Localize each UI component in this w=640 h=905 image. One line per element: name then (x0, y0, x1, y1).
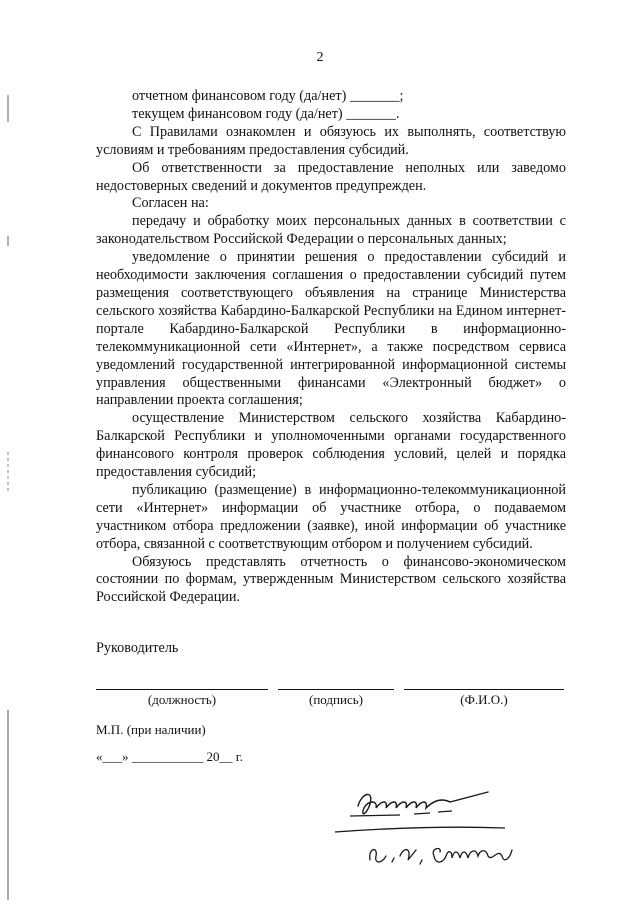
paragraph-reporting-obligation: Обязуюсь представлять отчетность о финансово-экономическом состоянии по формам, утвержденным Министерством сельского хозяйства Российской Федерации. (96, 553, 566, 606)
signatory-heading: Руководитель (96, 640, 179, 656)
signature-caption: (подпись) (309, 692, 363, 707)
paragraph-control-checks: осуществление Министерством сельского хозяйства Кабардино-Балкарской Республики и уполномоченными органами государственного финансового контроля проверок соблюдения условий, целей и порядка предоставления субсидий; (96, 410, 566, 481)
handwritten-signature (330, 778, 530, 878)
paragraph-reporting-year: отчетном финансовом году (да/нет) _______; (132, 88, 404, 104)
paragraph-responsibility: Об ответственности за предоставление неполных или заведомо недостоверных сведений и документов предупрежден. (96, 159, 566, 194)
paragraph-notification: уведомление о принятии решения о предоставлении субсидий и необходимости заключения соглашения о предоставлении субсидий путем размещения соответствующего объявления на странице Министерства сельского хозяйства Кабардино-Балкарской Республики на Едином интернет-портале Кабардино-Балкарской Республики в информационно-телекоммуникационной сети «Интернет», а также посредством сервиса уведомлений государственной интегрированной информационной системы управления общественными финансами «Электронный бюджет» о направлении проекта соглашения; (96, 249, 566, 409)
name-caption: (Ф.И.О.) (460, 692, 508, 707)
name-line (404, 689, 564, 690)
document-body (96, 88, 566, 607)
paragraph-consent-heading: Согласен на: (132, 195, 209, 212)
position-caption: (должность) (147, 692, 217, 707)
signature-line (278, 689, 394, 690)
position-line (96, 689, 268, 690)
paragraph-publication: публикацию (размещение) в информационно-телекоммуникационной сети «Интернет» информации об участнике отбора, о подаваемом участником отбора предложении (заявке), иной информации об участнике отбора, связанной с соответствующим отбором и получением субсидий. (96, 481, 566, 552)
date-line: «___» ___________ 20__ г. (96, 749, 243, 764)
seal-note: М.П. (при наличии) (96, 722, 206, 737)
paragraph-personal-data: передачу и обработку моих персональных данных в соответствии с законодательством Российской Федерации о персональных данных; (96, 213, 566, 248)
paragraph-rules-acknowledgement: С Правилами ознакомлен и обязуюсь их выполнять, соответствую условиям и требованиям предоставления субсидий. (96, 123, 566, 158)
paragraph-current-year: текущем финансовом году (да/нет) _______. (132, 105, 400, 122)
page-number: 2 (316, 50, 324, 65)
